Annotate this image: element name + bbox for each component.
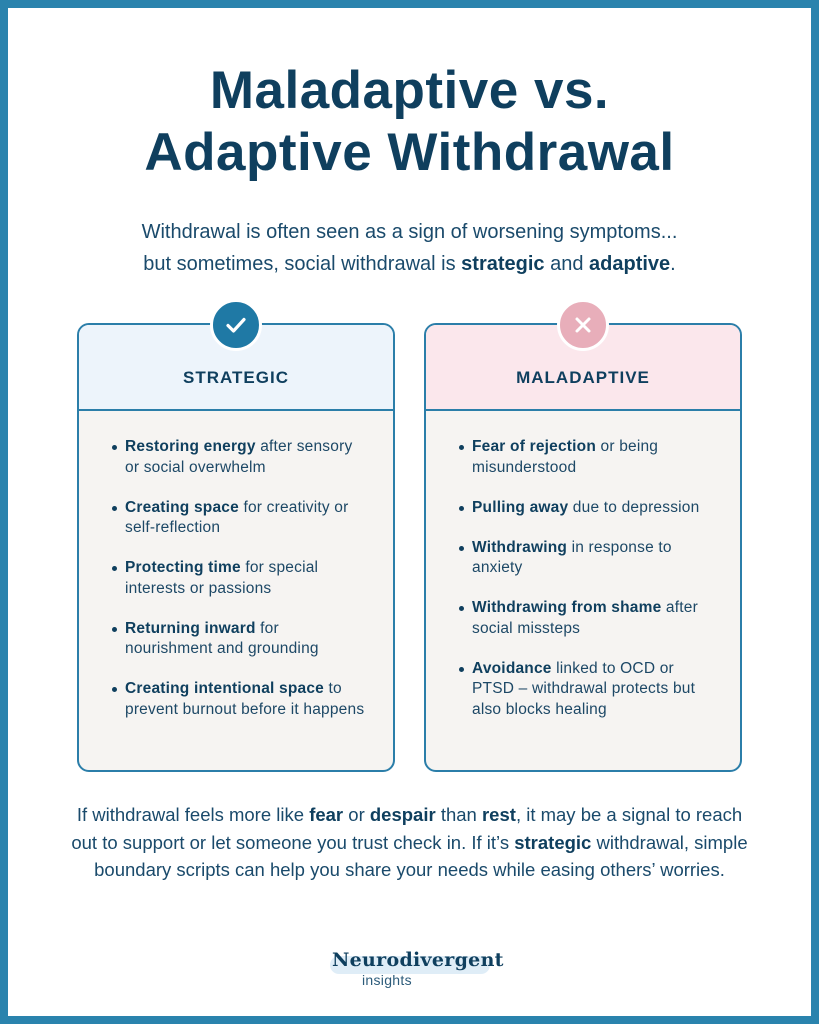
item-bold: Protecting time [125, 559, 241, 576]
list-item [472, 598, 716, 639]
item-text: for nourishment and grounding [125, 619, 319, 657]
logo-subtext: insights [362, 972, 412, 988]
maladaptive-heading: MALADAPTIVE [426, 325, 740, 411]
item-bold: Restoring energy [125, 438, 256, 455]
list-item [472, 437, 716, 478]
brand-logo [318, 946, 508, 994]
strategic-heading: STRATEGIC [79, 325, 393, 411]
check-icon [210, 299, 262, 351]
footer-text-2: or [343, 804, 370, 825]
item-text: to prevent burnout before it happens [125, 680, 365, 718]
footer-bold-fear: fear [309, 804, 344, 825]
intro-bold-adaptive: adaptive [589, 253, 671, 275]
list-item [472, 498, 716, 519]
item-text: for creativity or self-reflection [125, 498, 349, 536]
intro-line-1: Withdrawal is often seen as a sign of worsening symptoms... [141, 221, 678, 243]
item-text: after sensory or social overwhelm [125, 438, 353, 476]
intro-text [48, 216, 771, 280]
footer-text-5: withdrawal, simple boundary scripts can help you share your needs while easing others’ worries. [94, 831, 748, 880]
strategic-card [77, 323, 395, 772]
item-bold: Creating space [125, 498, 239, 516]
item-bold: Withdrawing from shame [472, 599, 662, 616]
footer-bold-rest: rest [481, 804, 516, 825]
item-text: for special interests or passions [125, 559, 319, 597]
item-text: linked to OCD or PTSD – withdrawal protects but also blocks healing [472, 659, 696, 718]
footer-bold-strategic: strategic [514, 831, 592, 853]
strategic-list [79, 411, 393, 720]
list-item [125, 437, 369, 478]
item-text: after social missteps [472, 599, 698, 637]
intro-bold-strategic: strategic [461, 253, 545, 275]
item-text: or being misunderstood [472, 438, 659, 476]
footer-bold-despair: despair [369, 804, 436, 825]
check-icon-glyph [223, 312, 249, 338]
item-bold: Avoidance [472, 659, 552, 677]
cross-icon [557, 299, 609, 351]
page-frame [8, 8, 811, 1016]
title-line-2: Adaptive Withdrawal [144, 123, 675, 182]
list-item [125, 498, 369, 539]
footer-text-1: If withdrawal feels more like [76, 804, 310, 825]
item-text: in response to anxiety [472, 538, 672, 576]
page-title [8, 60, 811, 184]
list-item [125, 619, 369, 660]
item-bold: Fear of rejection [472, 438, 596, 455]
logo-wordmark: Neurodivergent [332, 949, 504, 971]
maladaptive-card [424, 323, 742, 772]
title-line-1: Maladaptive vs. [209, 61, 610, 120]
item-text: due to depression [568, 498, 700, 516]
intro-line-2-start: but sometimes, social withdrawal is [143, 253, 462, 275]
footer-text-4: , it may be a signal to reach out to support or let someone you trust check in. If it’s [71, 804, 743, 853]
intro-line-2-mid: and [544, 253, 590, 275]
item-bold: Pulling away [472, 498, 569, 516]
cross-icon-glyph [571, 313, 595, 337]
item-bold: Withdrawing [472, 538, 568, 556]
intro-line-2-end: . [670, 253, 676, 275]
maladaptive-list [426, 411, 740, 720]
list-item [472, 538, 716, 579]
item-bold: Creating intentional space [125, 680, 324, 697]
footer-text-3: than [435, 804, 482, 825]
closing-paragraph [68, 801, 751, 884]
list-item [125, 558, 369, 599]
item-bold: Returning inward [125, 619, 256, 637]
list-item [472, 659, 716, 721]
list-item [125, 679, 369, 720]
